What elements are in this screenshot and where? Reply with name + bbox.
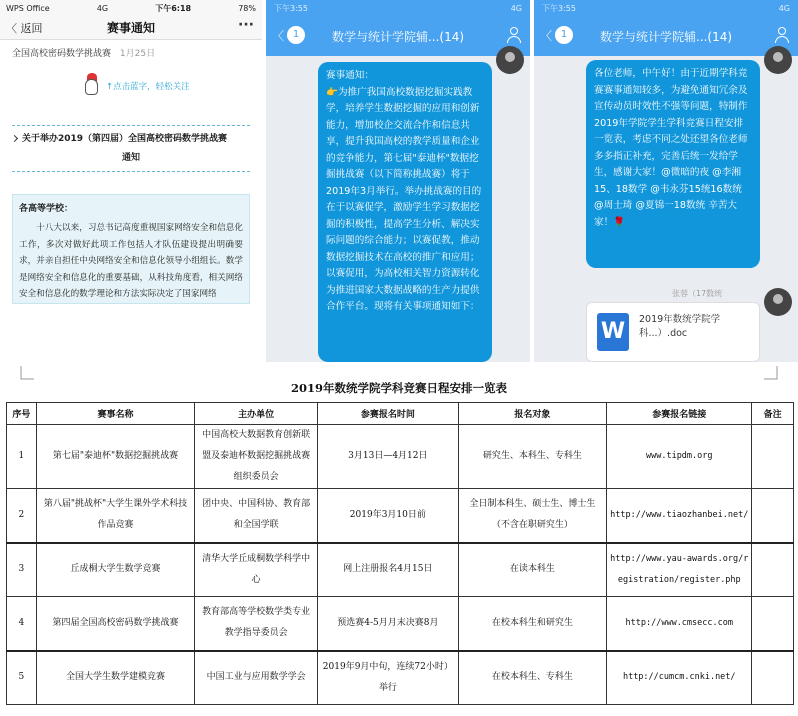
notice-paragraph: 十八大以来，习总书记高度重视国家网络安全和信息化工作，多次对做好此项工作包括人才队伍建设提出明确要求，并亲自担任中央网络安全和信息化领导小组组长。数学是网络安全和信息化的重要基础，从科技角度看，相关网络安全和信息化的数学理论和方法实际决定了国家网络 bbox=[19, 223, 243, 299]
message-bubble[interactable]: 赛事通知： 👉为推广我国高校数据挖掘实践教学，培养学生数据挖掘的应用和创新能力，增加校企交流合作和信息共享，提升我国高校的教学质量和企业的竞争能力，第七届"泰迪杯"数据挖掘挑战赛（以下简称挑战赛）将于2019年3月举行。举办挑战赛的目的在于以赛促学，激励学生学习数据挖掘的积极性，提高学生分析、解决实际问题的综合能力；以赛促教，推动数据挖掘技术在高校的推广和应用；以赛促用，为高校相关智力资源转化为推进国家大数据战略的生产力提供合作平台。现将有关事项通知如下： bbox=[318, 62, 492, 362]
chevron-left-icon: 〈 bbox=[272, 28, 285, 43]
row-number: 3 bbox=[7, 543, 37, 597]
back-button[interactable]: 〈 返回 bbox=[6, 22, 43, 35]
status-bar bbox=[266, 0, 530, 16]
competition-name: 第七届"泰迪杯"数据挖掘挑战赛 bbox=[36, 425, 194, 489]
header-cell: 备注 bbox=[752, 403, 794, 425]
notice-title: 关于举办2019（第四届）全国高校密码数学挑战赛 bbox=[12, 132, 250, 147]
remark bbox=[752, 597, 794, 651]
registration-time: 3月13日—4月12日 bbox=[318, 425, 459, 489]
status-time: 下午3:55 bbox=[274, 3, 308, 13]
status-carrier: WPS Office bbox=[6, 3, 50, 13]
wps-doc-icon: W bbox=[597, 313, 629, 351]
registration-time: 预选赛4-5月月末决赛8月 bbox=[318, 597, 459, 651]
status-bar bbox=[0, 0, 262, 16]
group-members-icon[interactable] bbox=[774, 27, 790, 43]
schedule-table bbox=[6, 402, 794, 705]
chat-nav-bar bbox=[266, 16, 530, 56]
organizer: 中国工业与应用数学学会 bbox=[195, 651, 318, 705]
file-name: 2019年数统学院学科...）.doc bbox=[639, 314, 721, 339]
competition-name: 第四届全国高校密码数学挑战赛 bbox=[36, 597, 194, 651]
eligible-participants: 在校本科生、专科生 bbox=[458, 651, 607, 705]
registration-link[interactable]: http://www.yau-awards.org/registration/register.php bbox=[607, 543, 752, 597]
header-cell: 赛事名称 bbox=[36, 403, 194, 425]
nav-bar bbox=[0, 16, 262, 40]
registration-time: 网上注册报名4月15日 bbox=[318, 543, 459, 597]
notice-subtitle: 通知 bbox=[121, 153, 140, 163]
table-row bbox=[7, 651, 794, 705]
status-network: 4G bbox=[778, 3, 790, 13]
message-bubble[interactable]: 各位老师，中午好！由于近期学科竞赛赛事通知较多，为避免通知冗余及宣传动员时效性不强等问题，特制作2019年学院学生学科竞赛日程安排一览表，考虑不同之处还望各位老师多多指正补充，完善后统一发给学生，感谢大家！@微暗的夜 @李湘15、18数学 @韦永芬15统16数统 @周士琦 @夏锦一18数统 辛苦大家！🌹 bbox=[586, 60, 760, 268]
remark bbox=[752, 651, 794, 705]
follow-prompt[interactable] bbox=[82, 73, 262, 99]
header-cell: 序号 bbox=[7, 403, 37, 425]
page-corner-mark bbox=[764, 366, 778, 380]
header-cell: 参赛报名链接 bbox=[607, 403, 752, 425]
header-cell: 报名对象 bbox=[458, 403, 607, 425]
eligible-participants: 全日制本科生、硕士生、博士生（不含在职研究生） bbox=[458, 489, 607, 543]
row-number: 1 bbox=[7, 425, 37, 489]
remark bbox=[752, 425, 794, 489]
file-attachment[interactable] bbox=[586, 302, 760, 362]
sender-name: 张蓉（17数统 bbox=[672, 289, 723, 298]
table-row bbox=[7, 489, 794, 543]
remark bbox=[752, 489, 794, 543]
notice-body bbox=[12, 194, 250, 304]
unread-badge: 1 bbox=[555, 26, 573, 44]
back-button[interactable] bbox=[272, 26, 305, 44]
schedule-document bbox=[0, 366, 798, 716]
table-row bbox=[7, 597, 794, 651]
competition-name: 全国大学生数学建模竞赛 bbox=[36, 651, 194, 705]
status-battery: 78% bbox=[238, 3, 256, 13]
competition-name: 第八届"挑战杯"大学生课外学术科技作品竞赛 bbox=[36, 489, 194, 543]
status-time: 下午6:18 bbox=[155, 3, 192, 13]
group-chat-panel-1 bbox=[266, 0, 530, 362]
registration-link[interactable]: www.tipdm.org bbox=[607, 425, 752, 489]
status-time: 下午3:55 bbox=[542, 3, 576, 13]
header-cell: 主办单位 bbox=[195, 403, 318, 425]
page-title: 赛事通知 bbox=[106, 21, 155, 35]
chat-title: 数学与统计学院辅...(14) bbox=[599, 29, 733, 44]
eligible-participants: 在读本科生 bbox=[458, 543, 607, 597]
chat-title: 数学与统计学院辅...(14) bbox=[331, 29, 465, 44]
article-date: 1月25日 bbox=[119, 49, 156, 59]
registration-link[interactable]: http://www.cmsecc.com bbox=[607, 597, 752, 651]
avatar[interactable] bbox=[764, 46, 792, 74]
organizer: 教育部高等学校数学类专业教学指导委员会 bbox=[195, 597, 318, 651]
chevron-left-icon: 〈 bbox=[540, 28, 553, 43]
group-chat-panel-2 bbox=[534, 0, 798, 362]
back-button[interactable] bbox=[540, 26, 573, 44]
registration-link[interactable]: http://www.tiaozhanbei.net/ bbox=[607, 489, 752, 543]
registration-time: 2019年3月10日前 bbox=[318, 489, 459, 543]
greeting: 各高等学校： bbox=[19, 204, 74, 214]
mascot-icon bbox=[82, 73, 102, 99]
document-title: 2019年数统学院学科竞赛日程安排一览表 bbox=[290, 381, 507, 395]
notice-title-card bbox=[12, 125, 250, 172]
wechat-article-panel bbox=[0, 0, 262, 362]
eligible-participants: 研究生、本科生、专科生 bbox=[458, 425, 607, 489]
status-network: 4G bbox=[96, 3, 109, 13]
organizer: 中国高校大数据教育创新联盟及泰迪杯数据挖掘挑战赛组织委员会 bbox=[195, 425, 318, 489]
table-row bbox=[7, 543, 794, 597]
follow-text: ↑点击蓝字，轻松关注 bbox=[106, 82, 190, 92]
header-cell: 参赛报名时间 bbox=[318, 403, 459, 425]
table-header-row bbox=[7, 403, 794, 425]
row-number: 4 bbox=[7, 597, 37, 651]
registration-time: 2019年9月中旬，连续72小时）举行 bbox=[318, 651, 459, 705]
more-icon[interactable]: ··· bbox=[238, 17, 254, 33]
registration-link[interactable]: http://cumcm.cnki.net/ bbox=[607, 651, 752, 705]
table-row bbox=[7, 425, 794, 489]
eligible-participants: 在校本科生和研究生 bbox=[458, 597, 607, 651]
chat-nav-bar bbox=[534, 16, 798, 56]
unread-badge: 1 bbox=[287, 26, 305, 44]
organizer: 团中央、中国科协、教育部和全国学联 bbox=[195, 489, 318, 543]
remark bbox=[752, 543, 794, 597]
article-header bbox=[0, 40, 262, 59]
competition-name: 丘成桐大学生数学竞赛 bbox=[36, 543, 194, 597]
page-corner-mark bbox=[20, 366, 34, 380]
avatar[interactable] bbox=[496, 46, 524, 74]
avatar[interactable] bbox=[764, 288, 792, 316]
organizer: 清华大学丘成桐数学科学中心 bbox=[195, 543, 318, 597]
row-number: 2 bbox=[7, 489, 37, 543]
row-number: 5 bbox=[7, 651, 37, 705]
status-bar bbox=[534, 0, 798, 16]
status-network: 4G bbox=[510, 3, 522, 13]
account-name[interactable]: 全国高校密码数学挑战赛 bbox=[12, 49, 112, 59]
group-members-icon[interactable] bbox=[506, 27, 522, 43]
